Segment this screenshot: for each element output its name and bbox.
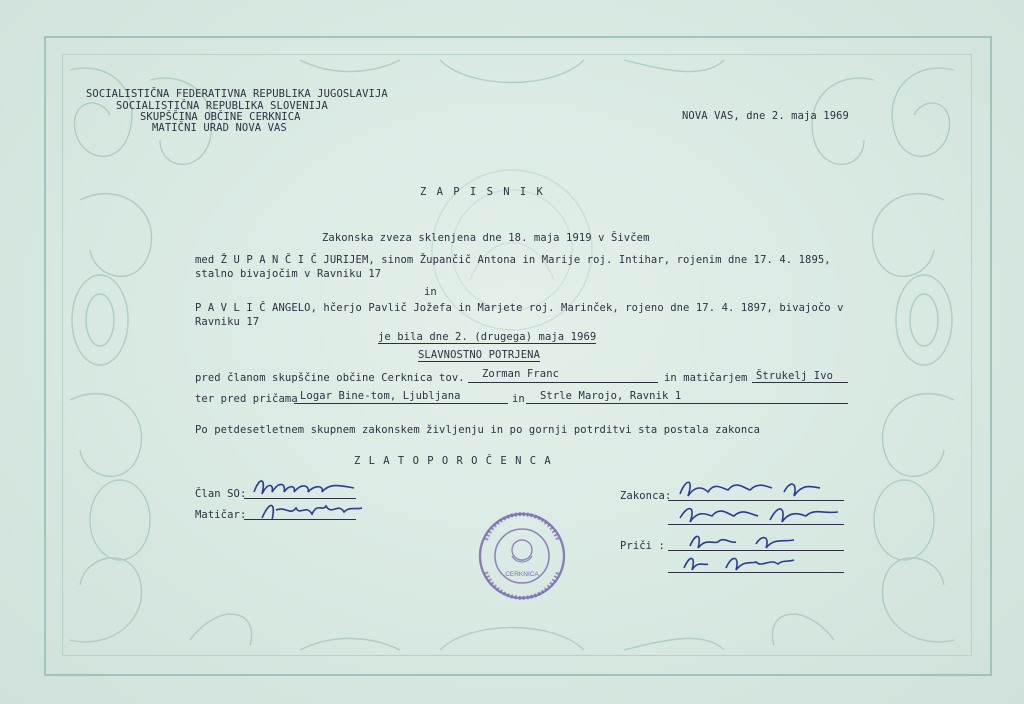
registrar-rule xyxy=(752,382,848,383)
confirmation-date: je bila dne 2. (drugega) maja 1969 xyxy=(378,331,597,343)
groom-line: med Ž U P A N Č I Č JURIJEM, sinom Župančič Antona in Marije roj. Intihar, rojenim dne 17. 4. 1895, xyxy=(195,254,831,266)
golden-anniversary-line: Po petdesetletnem skupnem zakonskem življenju in po gornji potrditvi sta postala zakonca xyxy=(195,424,761,436)
witnesses-prefix: ter pred pričama xyxy=(195,393,298,405)
registrar-name: Štrukelj Ivo xyxy=(756,370,834,382)
registrar-signature xyxy=(256,496,366,526)
header-line-1: SOCIALISTIČNA FEDERATIVNA REPUBLIKA JUGOSLAVIJA xyxy=(86,88,388,100)
place-date: NOVA VAS, dne 2. maja 1969 xyxy=(682,110,849,122)
witness-1-rule xyxy=(294,403,508,404)
witnesses-and: in xyxy=(512,393,525,405)
groom-residence: stalno bivajočim v Ravniku 17 xyxy=(195,268,382,280)
witness-1: Logar Bine-tom, Ljubljana xyxy=(300,390,461,402)
and-conjunction: in xyxy=(424,286,437,298)
official-stamp xyxy=(476,510,568,602)
witness-2: Strle Marojo, Ravnik 1 xyxy=(540,390,682,402)
bride-line: P A V L I Č ANGELO, hčerjo Pavlič Jožefa in Marjete roj. Marinček, rojeno dne 17. 4. 1897, bivajočo v xyxy=(195,302,844,314)
council-member-label: Član SO: xyxy=(195,488,247,500)
council-member-name: Zorman Franc xyxy=(482,368,560,380)
document-title: Z A P I S N I K xyxy=(420,186,545,198)
witness-2-signature xyxy=(678,550,798,576)
marriage-date-line: Zakonska zveza sklenjena dne 18. maja 1919 v Šivčem xyxy=(322,232,650,244)
council-member-rule xyxy=(468,382,658,383)
council-member-prefix: pred članom skupščine občine Cerknica tov. xyxy=(195,372,465,384)
bride-residence: Ravniku 17 xyxy=(195,316,260,328)
registrar-prefix: in matičarjem xyxy=(664,372,748,384)
header-line-4: MATIČNI URAD NOVA VAS xyxy=(152,122,287,134)
golden-couple-heading: Z L A T O P O R O Č E N C A xyxy=(354,455,552,467)
registrar-label: Matičar: xyxy=(195,509,247,521)
header-line-2: SOCIALISTIČNA REPUBLIKA SLOVENIJA xyxy=(116,100,328,112)
header-line-3: SKUPŠČINA OBČINE CERKNICA xyxy=(140,111,301,123)
spouse-2-signature xyxy=(674,500,844,530)
spouses-label: Zakonca: xyxy=(620,490,672,502)
witness-2-rule xyxy=(526,403,848,404)
confirmation-status: SLAVNOSTNO POTRJENA xyxy=(418,349,541,361)
stamp-text: CERKNICA xyxy=(505,571,539,578)
witnesses-signature-label: Priči : xyxy=(620,540,665,552)
